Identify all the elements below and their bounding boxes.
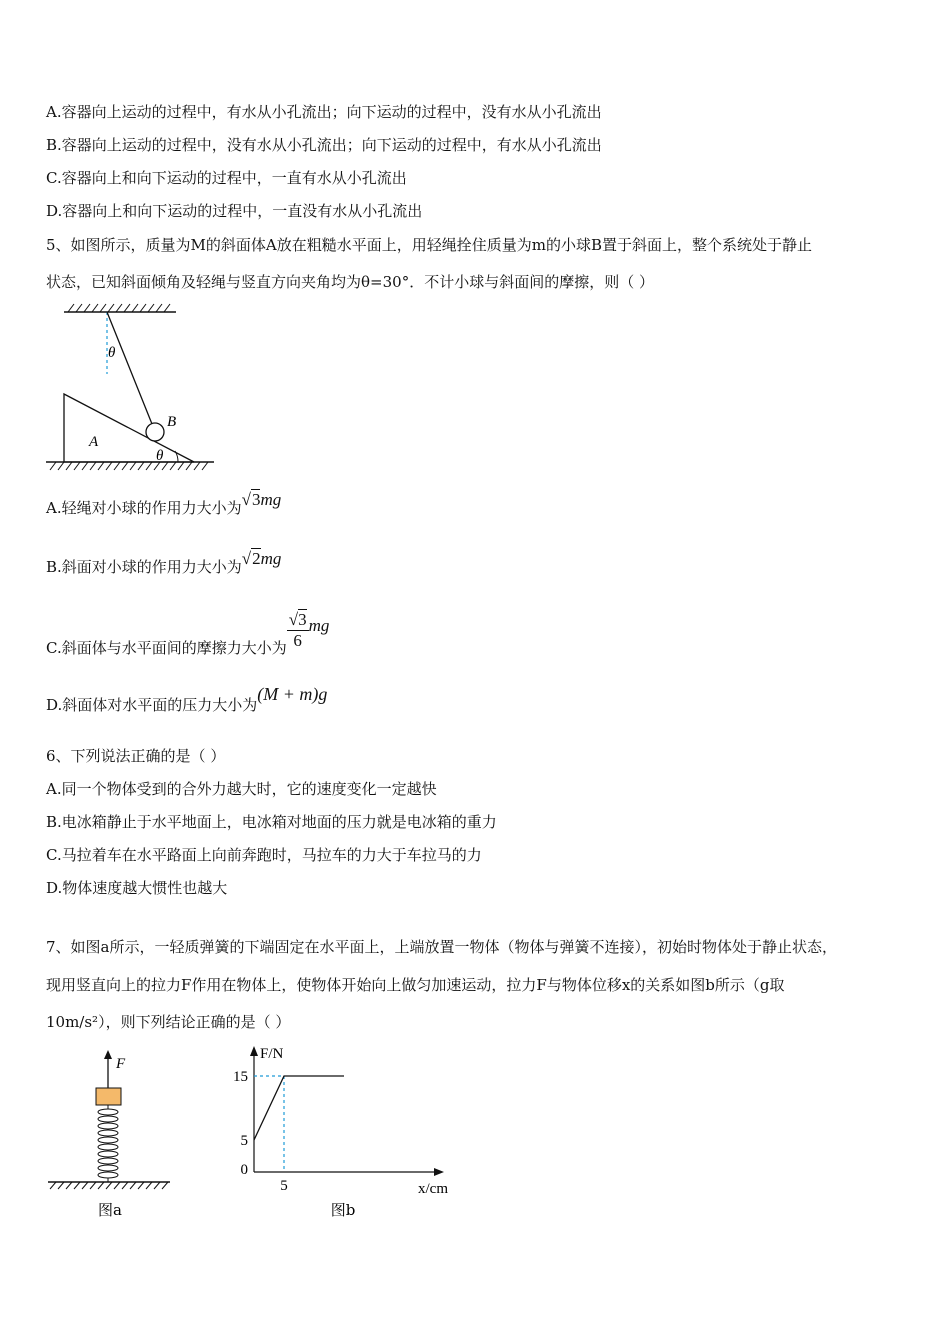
q5-option-c-text: C.斜面体与水平面间的摩擦力大小为 (46, 638, 287, 657)
spring-figure (44, 1046, 179, 1221)
q6-option-c: C.马拉着车在水平路面上向前奔跑时，马拉车的力大于车拉马的力 (46, 846, 482, 864)
y-axis-arrow (250, 1046, 258, 1056)
q5-option-d-text: D.斜面体对水平面的压力大小为 (46, 696, 258, 714)
mg-symbol: mg (308, 615, 330, 635)
q5-stem-line1: 5、如图所示，质量为M的斜面体A放在粗糙水平面上，用轻绳拴住质量为m的小球B置于斜面上，整个系统处于静止 (46, 236, 812, 254)
q5-option-a-math: √3mg (241, 490, 282, 509)
q5-option-a (46, 490, 282, 522)
series-line (254, 1076, 344, 1140)
q4-option-a: A.容器向上运动的过程中，有水从小孔流出；向下运动的过程中，没有水从小孔流出 (46, 103, 602, 121)
theta-top-label: θ (108, 345, 116, 361)
fraction (287, 610, 309, 651)
numerator-radicand: 3 (298, 610, 307, 629)
fraction-denominator: 6 (293, 631, 302, 650)
force-f-label: F (116, 1056, 126, 1072)
q4-option-d: D.容器向上和向下运动的过程中，一直没有水从小孔流出 (46, 202, 423, 220)
q7-stem-line3: 10m/s²），则下列结论正确的是（ ） (46, 1013, 291, 1031)
q5-stem-line2: 状态，已知斜面倾角及轻绳与竖直方向夹角均为θ=30°．不计小球与斜面间的摩擦，则（ ） (46, 273, 654, 291)
fraction-numerator: √3 (288, 610, 307, 629)
q6-option-d: D.物体速度越大惯性也越大 (46, 879, 228, 897)
q6-option-b: B.电冰箱静止于水平地面上，电冰箱对地面的压力就是电冰箱的重力 (46, 813, 497, 831)
q5-option-a-text: A.轻绳对小球的作用力大小为 (46, 499, 242, 517)
mg-symbol: mg (260, 549, 282, 568)
sqrt-radicand: 2 (252, 549, 261, 568)
q7-stem-line2: 现用竖直向上的拉力F作用在物体上，使物体开始向上做匀加速运动，拉力F与物体位移x的关系如图b所示（g取 (46, 976, 785, 994)
y-axis-label: F/N (260, 1046, 284, 1062)
y-tick-label: 5 (240, 1133, 248, 1149)
q7-stem-line1: 7、如图a所示，一轻质弹簧的下端固定在水平面上，上端放置一物体（物体与弹簧不连接），初始时物体处于静止状态， (46, 938, 837, 956)
q4-option-c: C.容器向上和向下运动的过程中，一直有水从小孔流出 (46, 169, 407, 187)
q6-stem: 6、下列说法正确的是（ ） (46, 747, 226, 765)
x-tick-label: 5 (280, 1178, 288, 1194)
y-tick-label: 0 (240, 1162, 248, 1178)
q5-option-b-math: √2mg (241, 549, 282, 568)
force-displacement-chart (228, 1040, 468, 1225)
mg-symbol: mg (260, 490, 282, 509)
y-tick-label: 15 (233, 1069, 248, 1085)
q6-option-a: A.同一个物体受到的合外力越大时，它的速度变化一定越快 (46, 780, 437, 798)
sqrt-radicand: 3 (251, 490, 261, 509)
q5-option-d (46, 684, 328, 719)
q5-option-d-math: (M + m)g (257, 684, 328, 704)
q4-option-b: B.容器向上运动的过程中，没有水从小孔流出；向下运动的过程中，有水从小孔流出 (46, 136, 602, 154)
q5-option-c (46, 606, 329, 656)
ball-b-label: B (167, 414, 177, 430)
incline-a-label: A (89, 434, 99, 450)
q5-option-b (46, 549, 282, 581)
theta-bottom-label: θ (156, 448, 164, 464)
x-axis-arrow (434, 1168, 444, 1176)
incline-figure (44, 302, 219, 472)
figure-b-caption: 图b (330, 1201, 356, 1219)
figure-a-caption: 图a (98, 1201, 122, 1219)
x-axis-label: x/cm (418, 1181, 448, 1197)
q5-option-b-text: B.斜面对小球的作用力大小为 (46, 558, 242, 576)
